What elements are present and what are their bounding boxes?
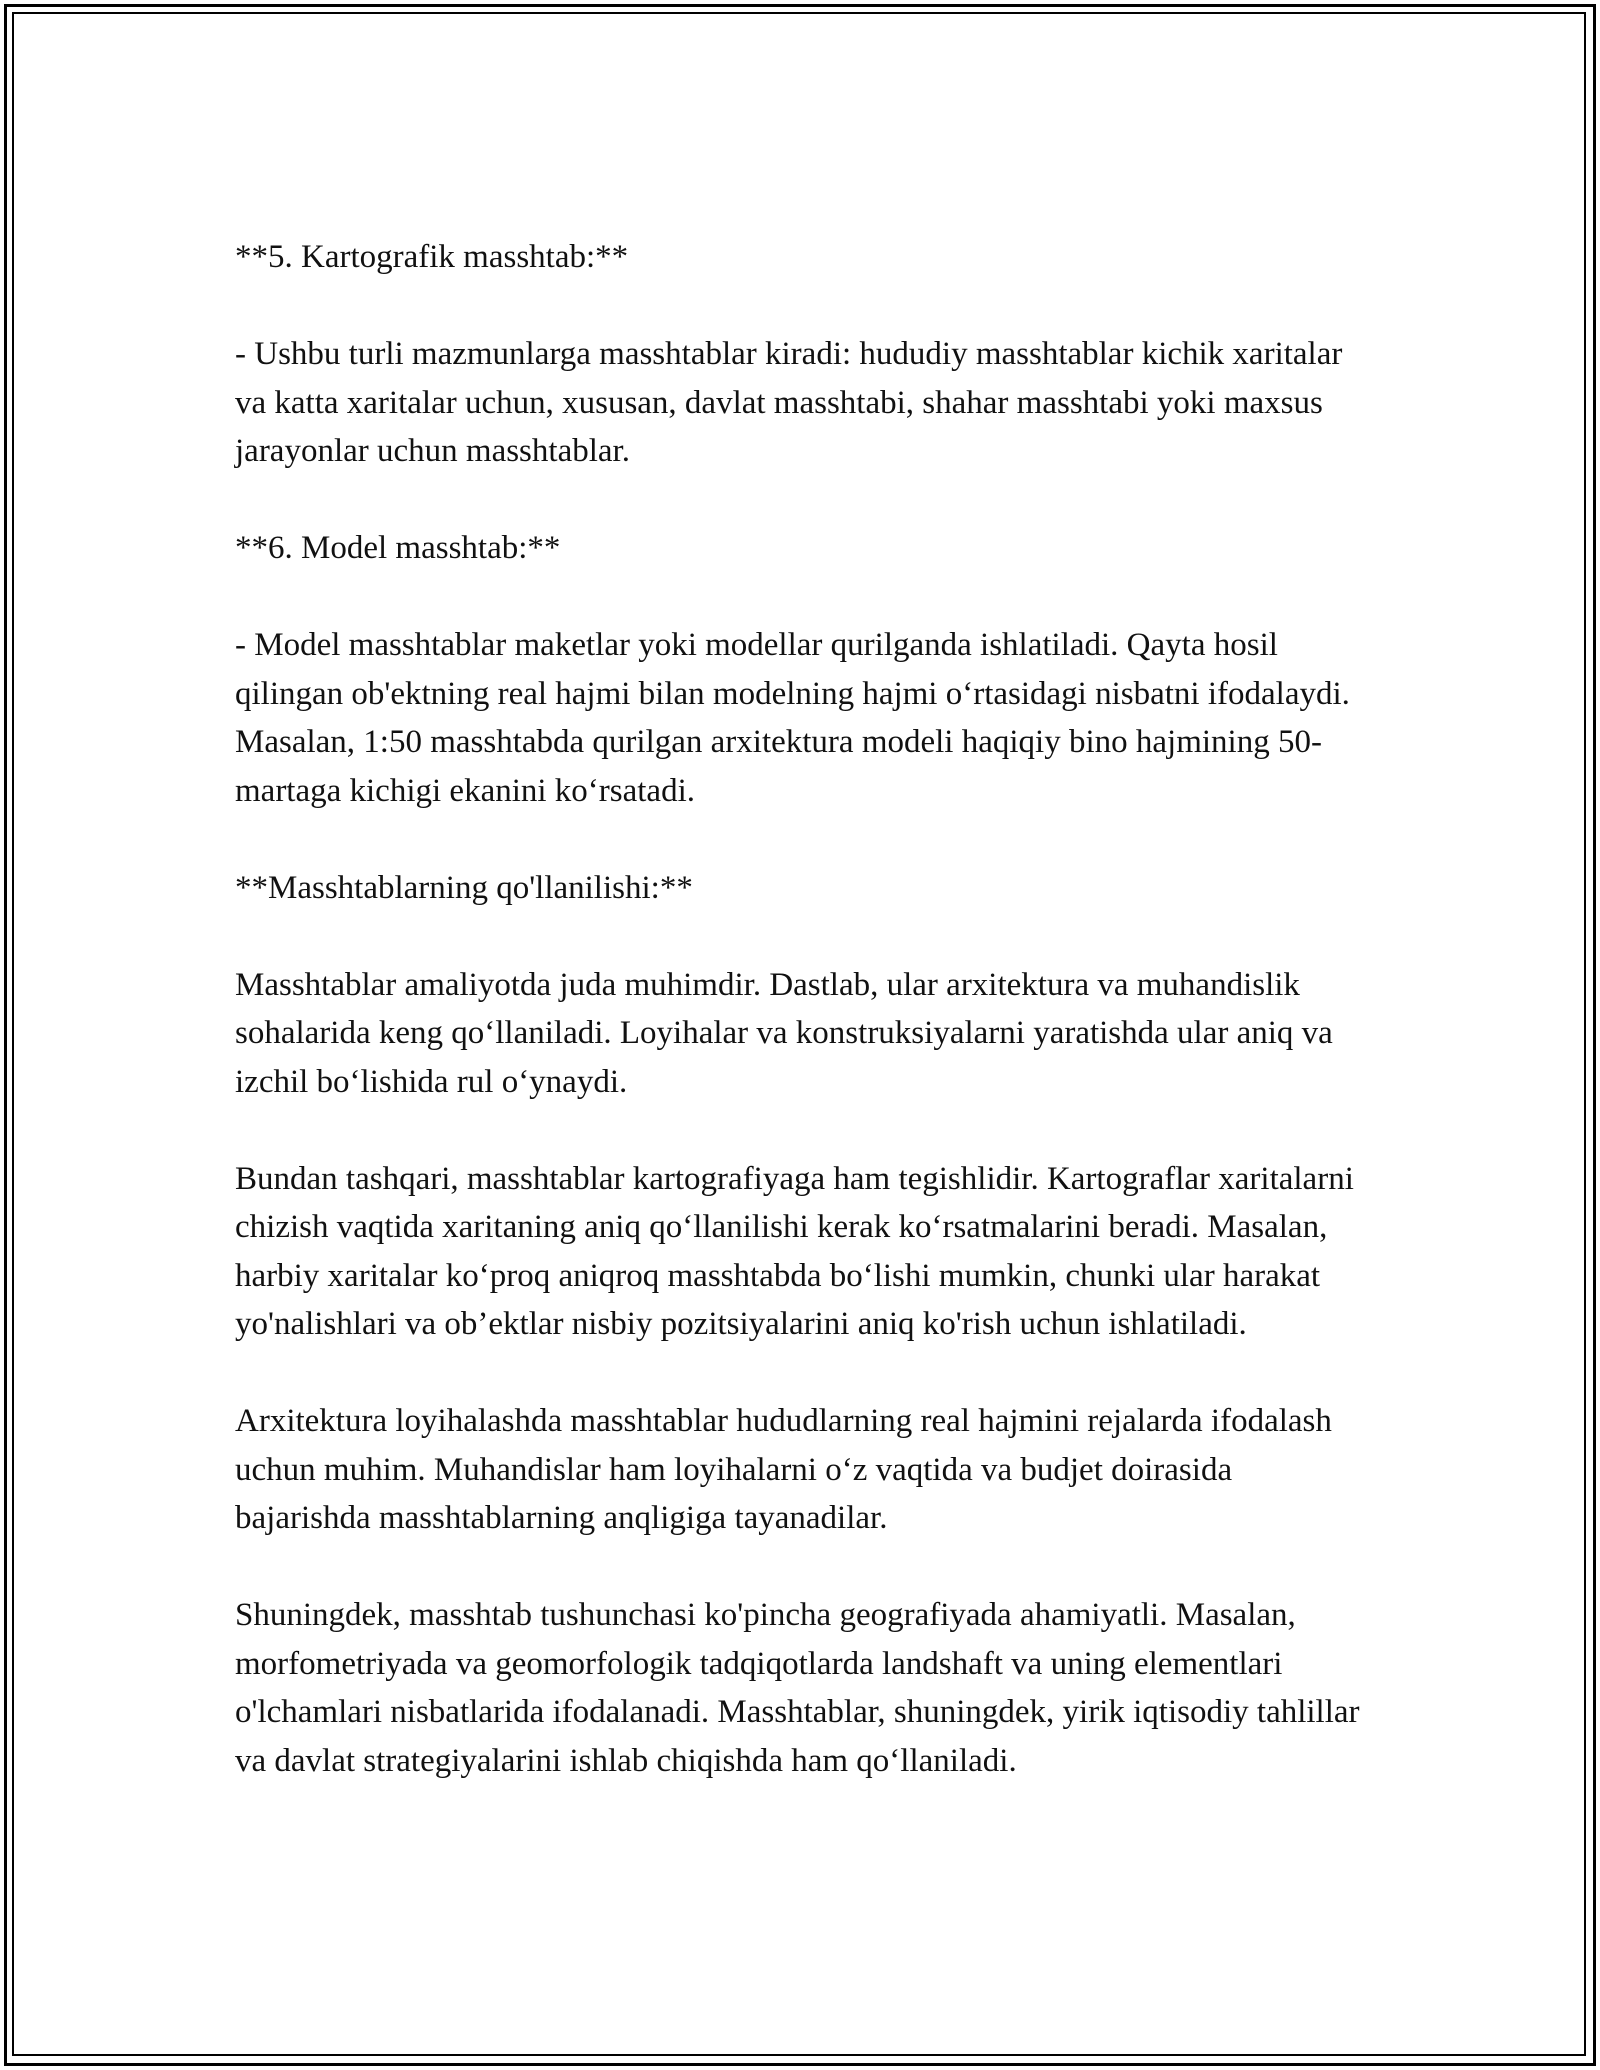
section-heading-model-masshtab: **6. Model masshtab:** xyxy=(235,530,561,566)
paragraph-usage-3: Arxitektura loyihalashda masshtablar hududlarning real hajmini rejalarda ifodalash uchun muhim. Muhandislar ham loyihalarni o‘z vaqtida va budjet doirasida bajarishda masshtablarning anqligiga tayanadilar. xyxy=(235,1403,1332,1536)
paragraph-usage-4: Shuningdek, masshtab tushunchasi ko'pincha geografiyada ahamiyatli. Masalan, morfometriyada va geomorfologik tadqiqotlarda landshaft va uning elementlari o'lchamlari nisbatlarida ifodalanadi. Masshtablar, shuningdek, yirik iqtisodiy tahlillar va davlat strategiyalarini ishlab chiqishda ham qo‘llaniladi. xyxy=(235,1597,1360,1779)
section-heading-masshtablarning-qollanilishi: **Masshtablarning qo'llanilishi:** xyxy=(235,869,693,906)
paragraph-usage-2: Bundan tashqari, masshtablar kartografiyaga ham tegishlidir. Kartograflar xaritalarni chizish vaqtida xaritaning aniq qo‘llanilishi kerak ko‘rsatmalarini beradi. Masalan, harbiy xaritalar ko‘proq aniqroq masshtabda bo‘lishi mumkin, chunki ular harakat yo'nalishlari va ob’ektlar nisbiy pozitsiyalarini aniq ko'rish uchun ishlatiladi. xyxy=(235,1160,1354,1342)
paragraph-usage-1: Masshtablar amaliyotda juda muhimdir. Dastlab, ular arxitektura va muhandislik sohalarida keng qo‘llaniladi. Loyihalar va konstruksiyalarni yaratishda ular aniq va izchil bo‘lishida rul o‘ynaydi. xyxy=(235,966,1333,1100)
document-body xyxy=(235,233,1365,1785)
paragraph-kartografik-masshtab: - Ushbu turli mazmunlarga masshtablar kiradi: hududiy masshtablar kichik xaritalar va katta xaritalar uchun, xususan, davlat masshtabi, shahar masshtabi yoki maxsus jarayonlar uchun masshtablar. xyxy=(235,336,1343,469)
paragraph-model-masshtab: - Model masshtablar maketlar yoki modellar qurilganda ishlatiladi. Qayta hosil qilingan ob'ektning real hajmi bilan modelning hajmi o‘rtasidagi nisbatni ifodalaydi. Masalan, 1:50 masshtabda qurilgan arxitektura modeli haqiqiy bino hajmining 50-martaga kichigi ekanini ko‘rsatadi. xyxy=(235,627,1350,809)
section-heading-kartografik-masshtab: **5. Kartografik masshtab:** xyxy=(235,239,629,275)
